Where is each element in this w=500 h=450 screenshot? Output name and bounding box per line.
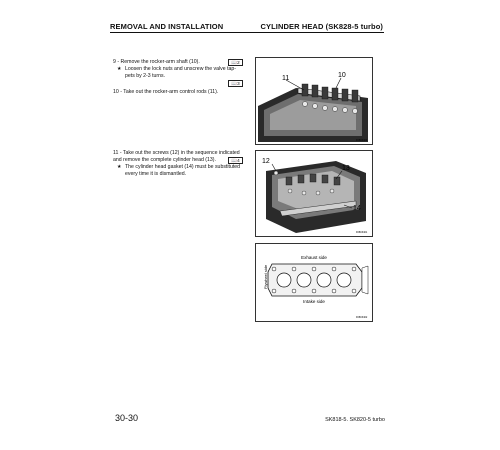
step-11-text: 11 - Take out the screws (12) in the sequence indicated and remove the complete cylinder head (13). xyxy=(113,150,240,163)
model-reference: SK818-5. SK820-5 turbo xyxy=(325,417,385,423)
page-number: 30-30 xyxy=(115,413,139,423)
fig1-label-10: 10 xyxy=(338,72,346,79)
step-9 xyxy=(113,59,241,80)
step-10-text: 10 - Take out the rocker-arm control rods (11). xyxy=(113,89,219,95)
fig1-label-11: 11 xyxy=(282,75,290,82)
reference-book-icon: 📖 xyxy=(231,158,238,163)
ref-number: 2 xyxy=(237,60,240,65)
ref-number: 4 xyxy=(237,158,240,163)
step-10 xyxy=(113,89,241,96)
fig3-code: F0803402 xyxy=(356,316,368,319)
star-icon: ★ xyxy=(117,66,122,72)
ref-box-2 xyxy=(228,59,243,66)
step-9-note xyxy=(113,66,241,80)
exhaust-side-label: Exhaust side xyxy=(301,255,327,260)
step-11-note-text: The cylinder head gasket (14) must be substituted every time it is dismantled. xyxy=(125,164,241,177)
step-9-text: 9 - Remove the rocker-arm shaft (10). xyxy=(113,59,200,65)
fig2-label-12: 12 xyxy=(262,158,270,165)
figure-rocker-arm xyxy=(255,57,373,145)
ref-box-3 xyxy=(228,80,243,87)
header-rule xyxy=(110,32,384,33)
flywheel-side-label: Flywheel side xyxy=(263,264,268,289)
fig2-code: F0803401 xyxy=(356,231,368,234)
section-title: REMOVAL AND INSTALLATION xyxy=(110,22,224,31)
reference-book-icon: 📖 xyxy=(231,81,238,86)
rocker-arm-illustration xyxy=(256,58,372,144)
fig1-code: F0803400 xyxy=(356,139,368,142)
step-11-note xyxy=(113,164,241,178)
star-icon: ★ xyxy=(117,164,122,170)
ref-box-4 xyxy=(228,157,243,164)
reference-book-icon: 📖 xyxy=(231,60,238,65)
step-9-note-text: Loosen the lock nuts and unscrew the valve tap-pets by 2-3 turns. xyxy=(125,66,237,79)
step-11 xyxy=(113,150,241,178)
intake-side-label: Intake side xyxy=(303,299,325,304)
fig2-label-14: 14 xyxy=(353,205,361,212)
figure-cylinder-head xyxy=(255,150,373,237)
ref-number: 3 xyxy=(237,81,240,86)
bolt-sequence-diagram xyxy=(256,244,372,321)
fig2-label-13: 13 xyxy=(342,165,350,172)
figure-bolt-sequence xyxy=(255,243,373,322)
cylinder-head-illustration xyxy=(256,151,372,236)
chapter-title: CYLINDER HEAD (SK828-5 turbo) xyxy=(260,22,383,31)
